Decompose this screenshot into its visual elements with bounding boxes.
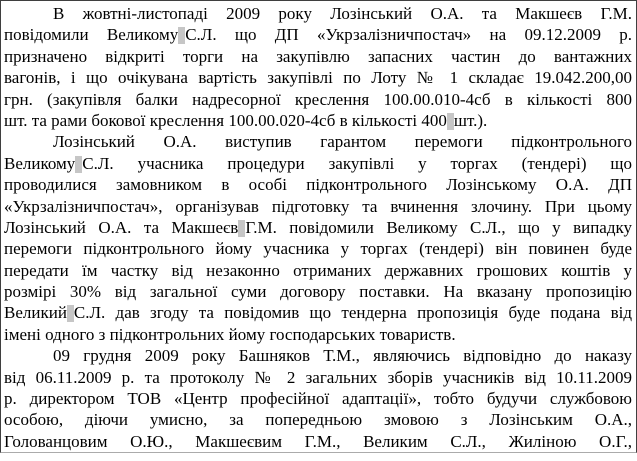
text-line: призначено відкриті торги на закупівлю запасних частин до вантажних [4, 46, 632, 66]
nonbreaking-space-mark [447, 113, 454, 130]
text-line: р. директором ТОВ «Центр професійної адаптації», тобто будучи службовою [4, 389, 632, 409]
text-line: повідомили Великому С.Л. що ДП «Укрзалізничпостач» на 09.12.2009 р. [4, 25, 632, 45]
text-line: розмірі 30% від загальної суми договору поставки. На вказану пропозицію [4, 282, 632, 302]
text-line: Лозінський О.А. виступив гарантом перемоги підконтрольного [53, 132, 632, 152]
text-line: «Укрзалізничпостач», організував підготовку та вчинення злочину. При цьому [4, 196, 632, 216]
text-line: Голованцовим О.Ю., Макшеєвим Г.М., Великим С.Л., Жиліною О.Г., [4, 431, 632, 451]
paragraph [4, 131, 632, 345]
text-line: Лозінський О.А. та Макшеєв Г.М. повідомили Великому С.Л., що у випадку [4, 217, 632, 237]
nonbreaking-space-mark [75, 156, 82, 173]
nonbreaking-space-mark [67, 305, 74, 322]
text-line: імені одного з підконтрольних йому господарських товариств. [4, 324, 456, 344]
text-line: Великий С.Л. дав згоду та повідомив що тендерна пропозиція буде подана від [4, 303, 632, 323]
text-line: шт. та рами бокової креслення 100.00.020-4сб в кількості 400 шт.). [4, 110, 488, 130]
paragraph [4, 345, 632, 452]
text-line: В жовтні-листопаді 2009 року Лозінський О.А. та Макшеєв Г.М. [53, 4, 632, 23]
text-line: вагонів, і що очікувана вартість закупівлі по Лоту № 1 складає 19.042.200,00 [4, 68, 632, 88]
nonbreaking-space-mark [238, 220, 245, 237]
nonbreaking-space-mark [178, 27, 185, 44]
text-line: перемоги підконтрольного йому учасника у торгах (тендері) він повинен буде [4, 239, 632, 259]
text-line: від 06.11.2009 р. та протоколу № 2 загальних зборів учасників від 10.11.2009 [4, 367, 632, 387]
text-line: особою, діючи умисно, за попередньою змовою з Лозінським О.А., [4, 410, 632, 430]
text-line: 09 грудня 2009 року Башняков Т.М., являючись відповідно до наказу [53, 346, 632, 366]
paragraph [4, 3, 632, 131]
text-line: грн. (закупівля балки надресорної креслення 100.00.010-4сб в кількості 800 [4, 89, 632, 109]
text-line: проводилися замовником в особі підконтрольного Лозінському О.А. ДП [4, 175, 632, 195]
text-line: Великому С.Л. учасника процедури закупівлі у торгах (тендері) що [4, 153, 632, 173]
text-line: передати їм частку від незаконно отриманих державних грошових коштів у [4, 260, 632, 280]
